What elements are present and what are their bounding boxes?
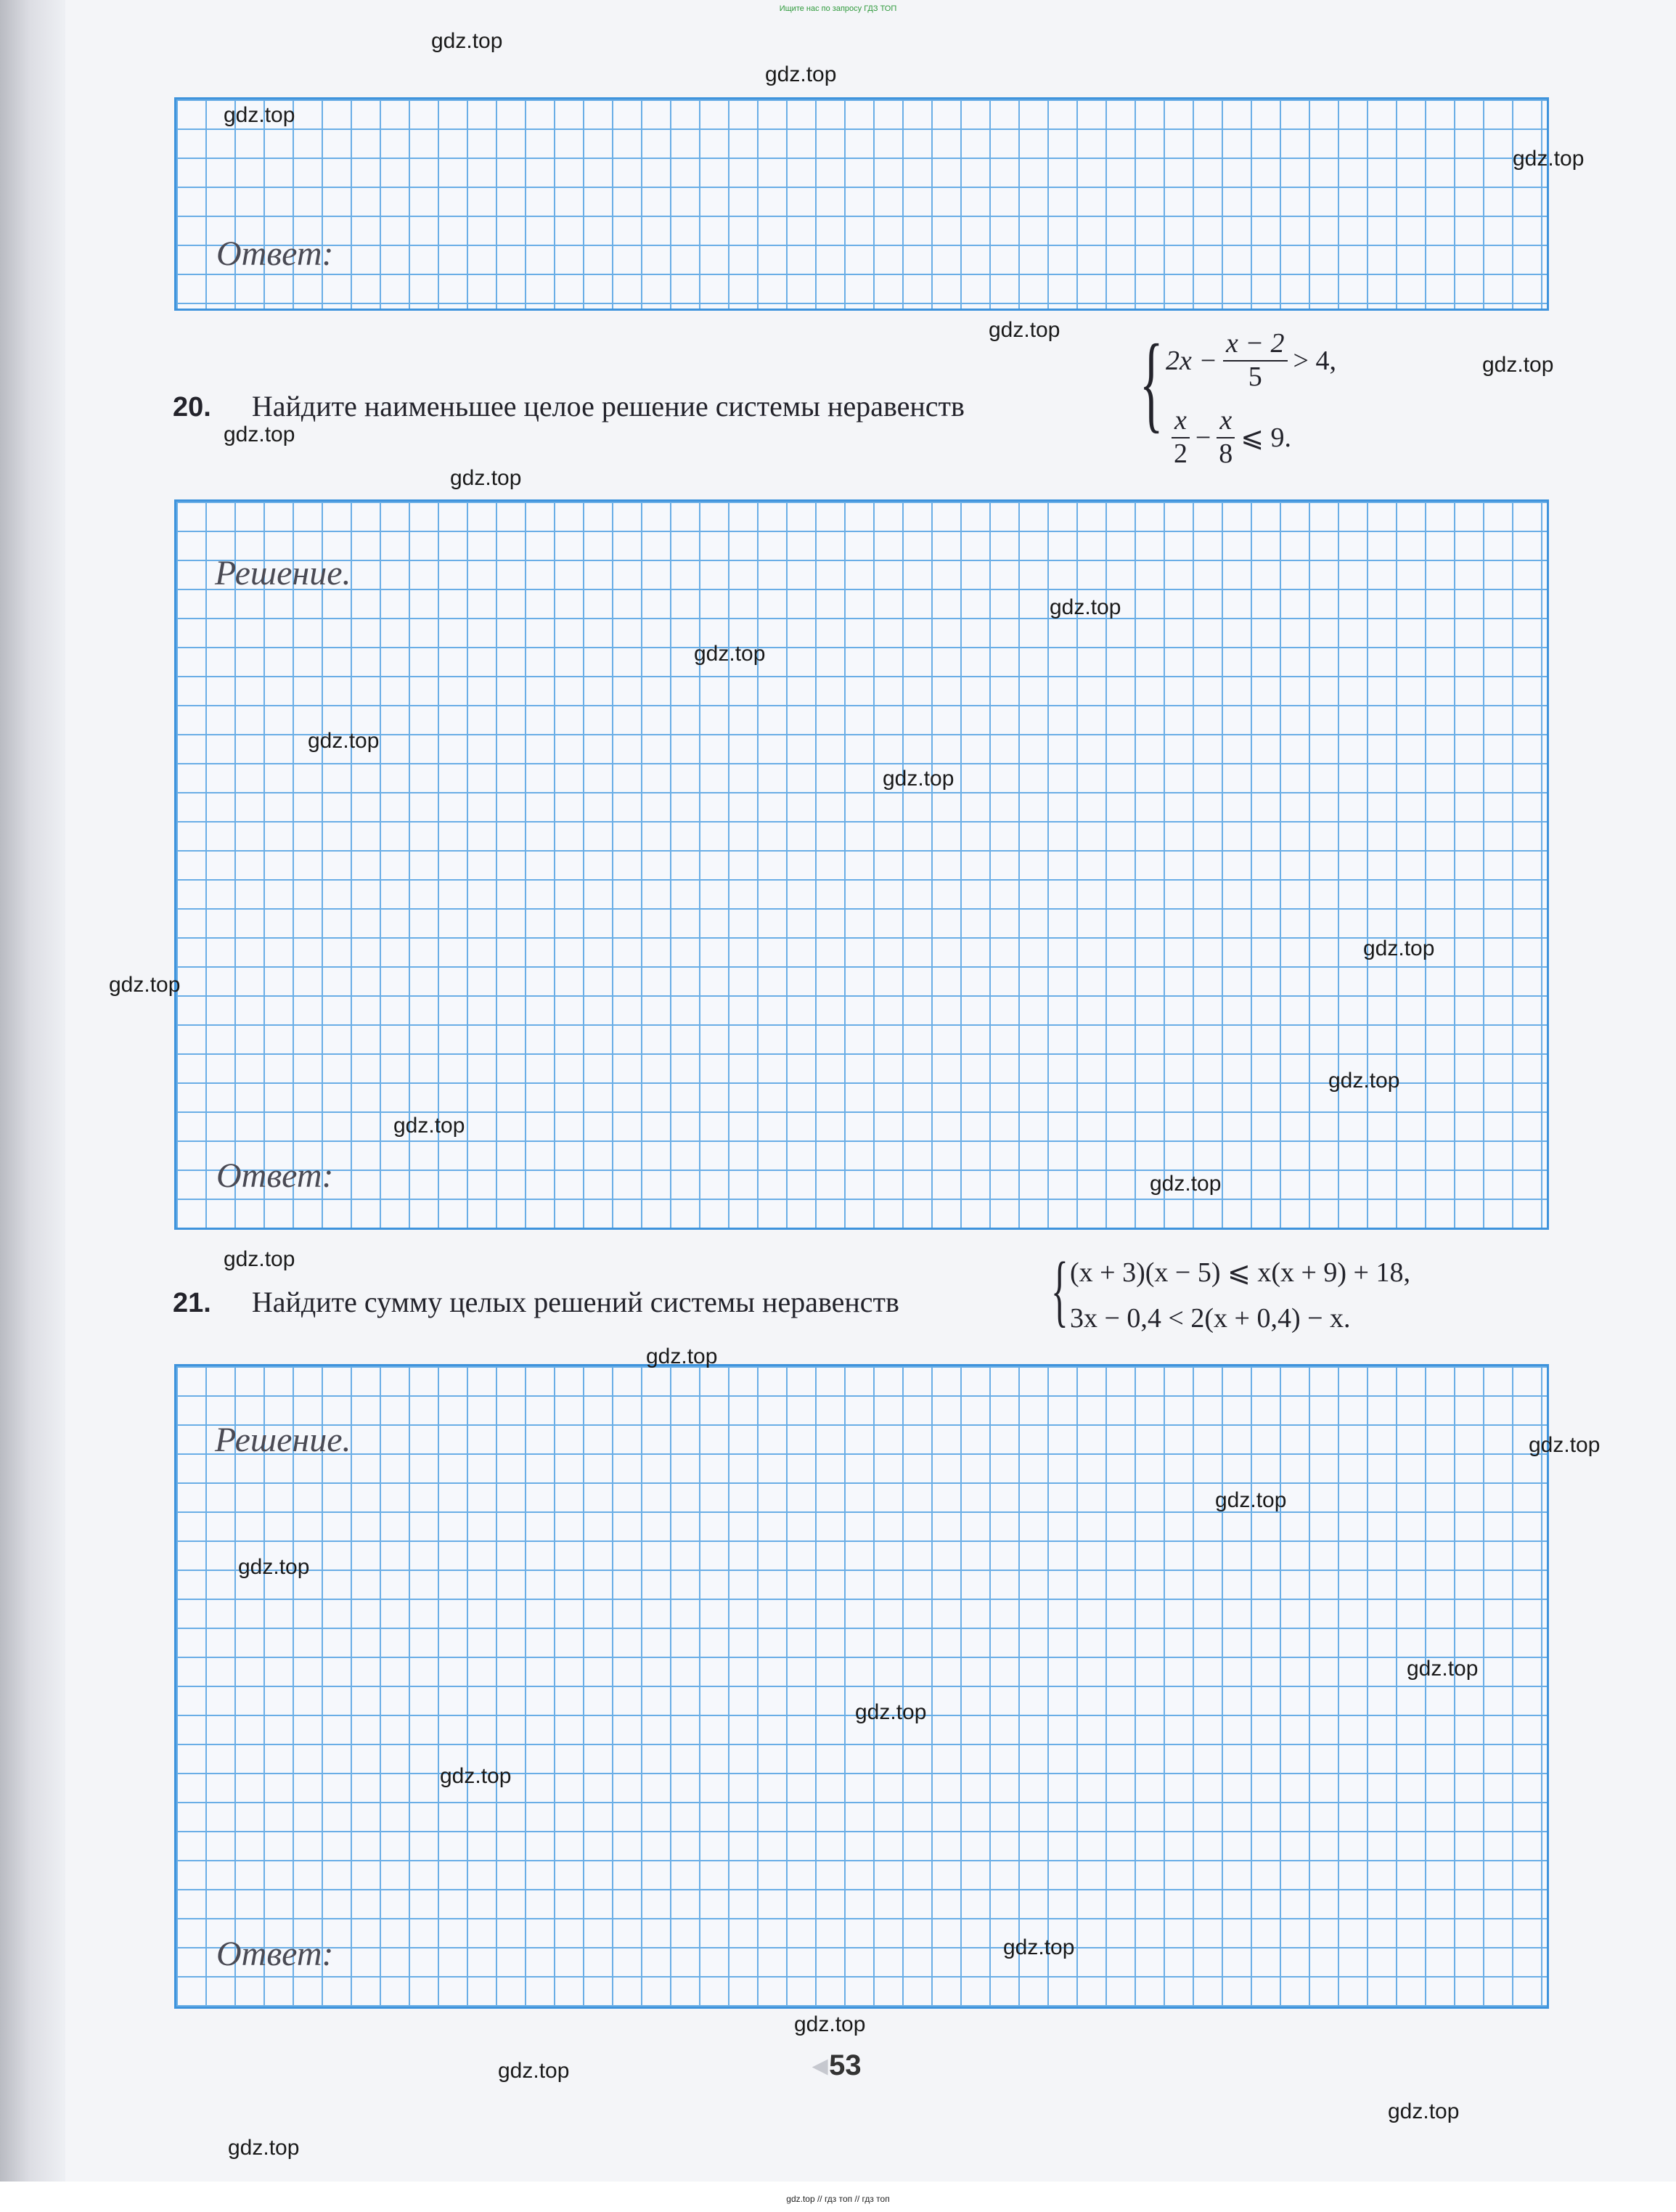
problem-21-number: 21. (173, 1288, 211, 1318)
watermark: gdz.top (1388, 2099, 1460, 2123)
answer-grid-top (174, 97, 1549, 311)
watermark: gdz.top (855, 1700, 927, 1724)
watermark: gdz.top (393, 1114, 465, 1138)
problem-21-inequality-1: (x + 3)(x − 5) ⩽ x(x + 9) + 18, (1070, 1257, 1410, 1288)
watermark: gdz.top (989, 318, 1060, 342)
answer-label-21: Ответ: (216, 1935, 334, 1973)
watermark: gdz.top (450, 466, 522, 490)
book-spine-shadow (0, 0, 65, 2212)
watermark: gdz.top (646, 1344, 718, 1368)
solution-grid-21 (174, 1364, 1549, 2009)
watermark: gdz.top (431, 29, 503, 53)
page-number: ◂53 (813, 2049, 862, 2081)
fraction: $\frac{x}{2}$ (1172, 407, 1190, 469)
watermark: gdz.top (440, 1764, 512, 1788)
answer-label-top: Ответ: (216, 234, 334, 273)
top-banner: Ищите нас по запросу ГДЗ ТОП (779, 4, 897, 13)
watermark: gdz.top (1407, 1657, 1479, 1681)
problem-21-text: Найдите сумму целых решений системы неравенств (251, 1286, 899, 1318)
problem-20-inequality-1: 2x − $\frac{x - 2}{5}$ > 4, (1166, 328, 1336, 392)
watermark: gdz.top (238, 1555, 310, 1579)
problem-21-inequality-2: 3x − 0,4 < 2(x + 0,4) − x. (1070, 1303, 1351, 1334)
solution-grid-20 (174, 499, 1549, 1230)
system-brace-icon: { (1140, 322, 1164, 443)
watermark: gdz.top (765, 62, 837, 86)
bottom-banner: gdz.top // гдз топ // гдз топ (786, 2194, 890, 2204)
watermark: gdz.top (1215, 1488, 1287, 1512)
watermark: gdz.top (228, 2136, 300, 2160)
problem-21-statement (173, 1285, 899, 1319)
watermark: gdz.top (883, 767, 954, 791)
watermark: gdz.top (308, 729, 380, 753)
watermark: gdz.top (1050, 595, 1121, 619)
watermark: gdz.top (1513, 147, 1585, 171)
fraction: $\frac{x - 2}{5}$ (1223, 330, 1288, 392)
problem-21-system (1051, 1246, 1516, 1352)
watermark: gdz.top (224, 103, 295, 127)
system-brace-icon: { (1051, 1246, 1068, 1334)
page-number-mark-icon: ◂ (813, 2049, 828, 2081)
watermark: gdz.top (1003, 1935, 1075, 1959)
fraction: $\frac{x}{8}$ (1217, 407, 1235, 469)
problem-20-text: Найдите наименьшее целое решение системы неравенств (251, 390, 965, 423)
watermark: gdz.top (1328, 1069, 1400, 1093)
problem-20-system (1140, 322, 1401, 481)
solution-label-20: Решение. (215, 554, 351, 592)
watermark: gdz.top (694, 642, 766, 666)
solution-label-21: Решение. (215, 1421, 351, 1459)
watermark: gdz.top (498, 2059, 570, 2083)
problem-20-number: 20. (173, 392, 211, 423)
watermark: gdz.top (1363, 936, 1435, 960)
watermark: gdz.top (224, 423, 295, 446)
watermark: gdz.top (224, 1247, 295, 1271)
watermark: gdz.top (109, 973, 181, 997)
watermark: gdz.top (794, 2012, 866, 2036)
problem-20-inequality-2: $\frac{x}{2}$ − $\frac{x}{8}$ ⩽ 9. (1166, 407, 1291, 469)
answer-label-20: Ответ: (216, 1156, 334, 1195)
watermark: gdz.top (1482, 353, 1554, 377)
watermark: gdz.top (1150, 1172, 1222, 1196)
problem-20-statement (173, 389, 965, 423)
watermark: gdz.top (1529, 1433, 1601, 1457)
